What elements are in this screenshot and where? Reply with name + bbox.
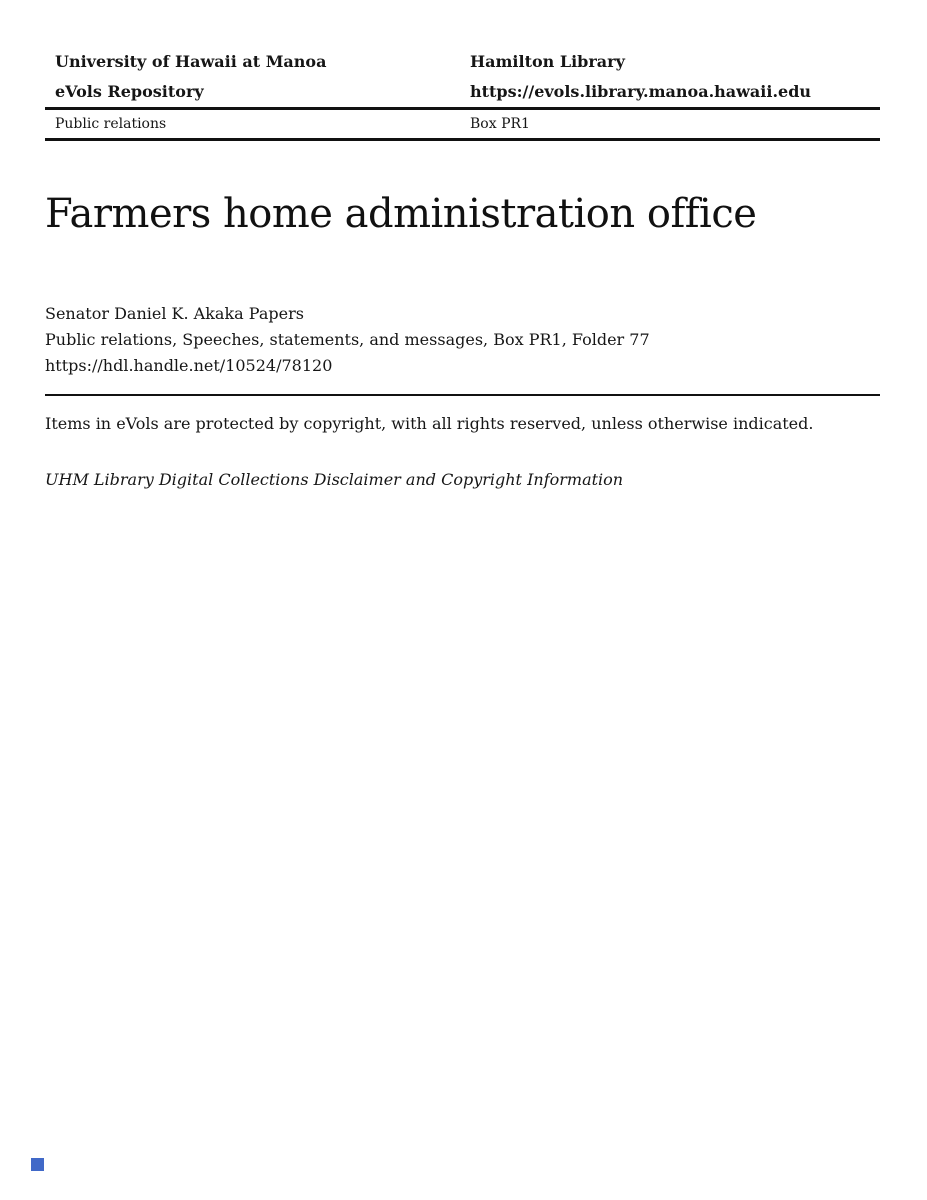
content-divider [45, 394, 880, 396]
document-header [45, 0, 880, 141]
page-title: Farmers home administration office [45, 191, 757, 237]
citation-block [45, 301, 880, 379]
library-name: Hamilton Library [470, 52, 625, 71]
header-main-row [45, 0, 880, 107]
repository-url[interactable]: https://evols.library.manoa.hawaii.edu [470, 82, 812, 101]
citation-collection: Senator Daniel K. Akaka Papers [45, 304, 304, 323]
copyright-notice: Items in eVols are protected by copyright, with all rights reserved, unless otherwise indicated. [45, 414, 814, 433]
collection-box: Box PR1 [470, 116, 530, 132]
repository-name: eVols Repository [55, 82, 204, 101]
disclaimer-link[interactable]: UHM Library Digital Collections Disclaimer and Copyright Information [45, 470, 624, 489]
header-meta-row [45, 110, 880, 138]
click-marker [31, 1158, 44, 1171]
handle-url[interactable]: https://hdl.handle.net/10524/78120 [45, 356, 333, 375]
institution-name: University of Hawaii at Manoa [55, 52, 327, 71]
citation-series-folder: Public relations, Speeches, statements, and messages, Box PR1, Folder 77 [45, 330, 650, 349]
document-body [45, 189, 880, 492]
header-divider-bottom [45, 138, 880, 141]
collection-series: Public relations [55, 116, 167, 132]
